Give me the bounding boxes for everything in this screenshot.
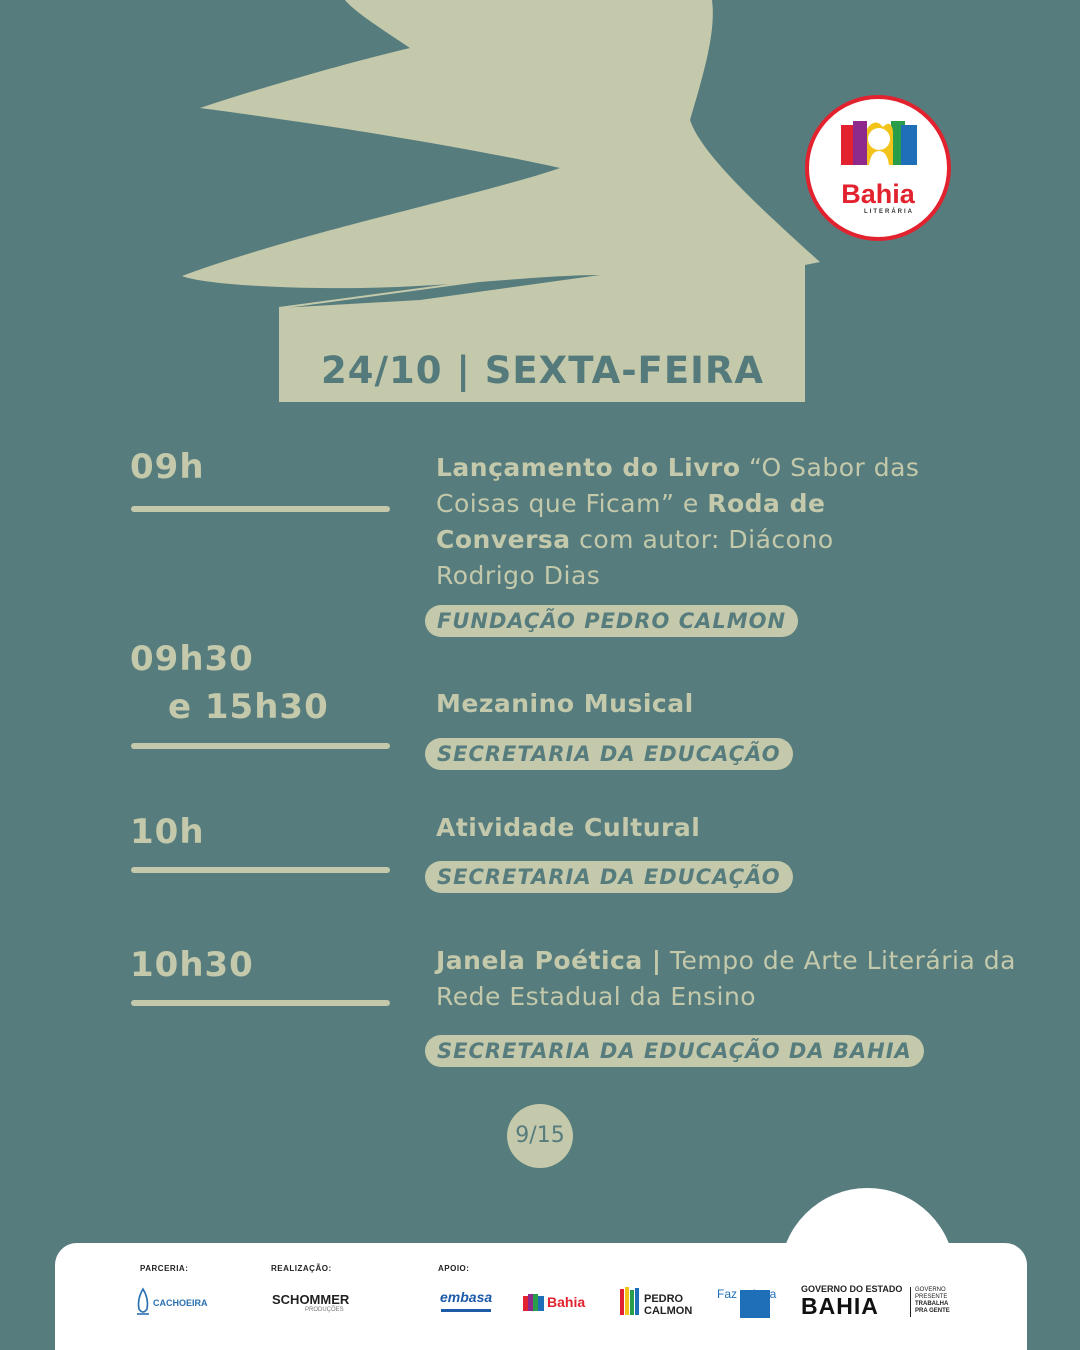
time-rule-1: [131, 506, 390, 512]
time-slot-3: 10h: [130, 812, 205, 852]
fazcultura-logo: Faz cultura: [717, 1287, 777, 1301]
time-slot-2-line1: 09h30: [130, 639, 254, 679]
time-slot-4: 10h30: [130, 945, 254, 985]
embasa-underline: [441, 1309, 491, 1312]
event-description-1: [436, 450, 936, 594]
event-description-2: [436, 686, 1036, 722]
governo-divider: [910, 1287, 911, 1317]
partner-label: PARCERIA:: [140, 1264, 189, 1273]
pedro-calmon-books-icon: [620, 1287, 640, 1317]
support-label: APOIO:: [438, 1264, 470, 1273]
time-slot-1: 09h: [130, 447, 205, 487]
event-description-3: [436, 810, 1036, 846]
schommer-logo: SCHOMMER: [272, 1292, 350, 1307]
event-title-text: “O Sabor das Coisas que Ficam” e: [436, 453, 920, 518]
date-title: 24/10 | SEXTA-FEIRA: [320, 349, 765, 392]
event-title-text: Tempo de Arte Literária da Rede Estadual da Ensino: [436, 946, 1016, 1011]
time-rule-2: [131, 743, 390, 749]
page-indicator: 9/15: [507, 1104, 573, 1168]
cachoeira-emblem-icon: [135, 1287, 151, 1317]
time-rule-4: [131, 1000, 390, 1006]
time-slot-2-line2: e 15h30: [168, 687, 329, 727]
producer-label: REALIZAÇÃO:: [271, 1264, 332, 1273]
cachoeira-logo: CACHOEIRA: [153, 1298, 208, 1308]
event-title-bold: Janela Poética |: [436, 946, 662, 975]
time-rule-3: [131, 867, 390, 873]
organizer-badge-2: SECRETARIA DA EDUCAÇÃO: [425, 738, 793, 770]
bahia-small-logo: Bahia: [547, 1294, 586, 1310]
pedro-calmon-logo-line1: PEDRO: [644, 1293, 684, 1305]
event-title-bold: Lançamento do Livro: [436, 453, 741, 482]
organizer-badge-1: FUNDAÇÃO PEDRO CALMON: [425, 605, 798, 637]
organizer-badge-3: SECRETARIA DA EDUCAÇÃO: [425, 861, 793, 893]
governo-main: BAHIA: [801, 1293, 879, 1319]
schommer-sub: PRODUÇÕES: [305, 1307, 344, 1313]
event-title-bold: Mezanino Musical: [436, 689, 694, 718]
governo-side-2: PRESENTE: [915, 1294, 948, 1300]
badge-word: Bahia: [841, 179, 915, 209]
event-description-4: [436, 943, 1016, 1015]
governo-side-1: GOVERNO: [915, 1287, 946, 1293]
badge-subtitle: LITERÁRIA: [864, 209, 914, 215]
pedro-calmon-logo-line2: CALMON: [644, 1305, 693, 1317]
bahia-literaria-logo: [805, 95, 951, 241]
governo-side-4: PRA GENTE: [915, 1308, 950, 1314]
event-title-text: com autor: Diácono Rodrigo Dias: [436, 525, 834, 590]
embasa-logo: embasa: [440, 1289, 493, 1305]
governo-side-3: TRABALHA: [915, 1301, 949, 1307]
sponsors-footer: [55, 1243, 1027, 1350]
governo-top: GOVERNO DO ESTADO: [801, 1284, 903, 1294]
event-title-bold: Roda de Conversa: [436, 489, 826, 554]
event-title-bold: Atividade Cultural: [436, 813, 701, 842]
organizer-badge-4: SECRETARIA DA EDUCAÇÃO DA BAHIA: [425, 1035, 924, 1067]
bahia-book-icon: [523, 1293, 545, 1313]
